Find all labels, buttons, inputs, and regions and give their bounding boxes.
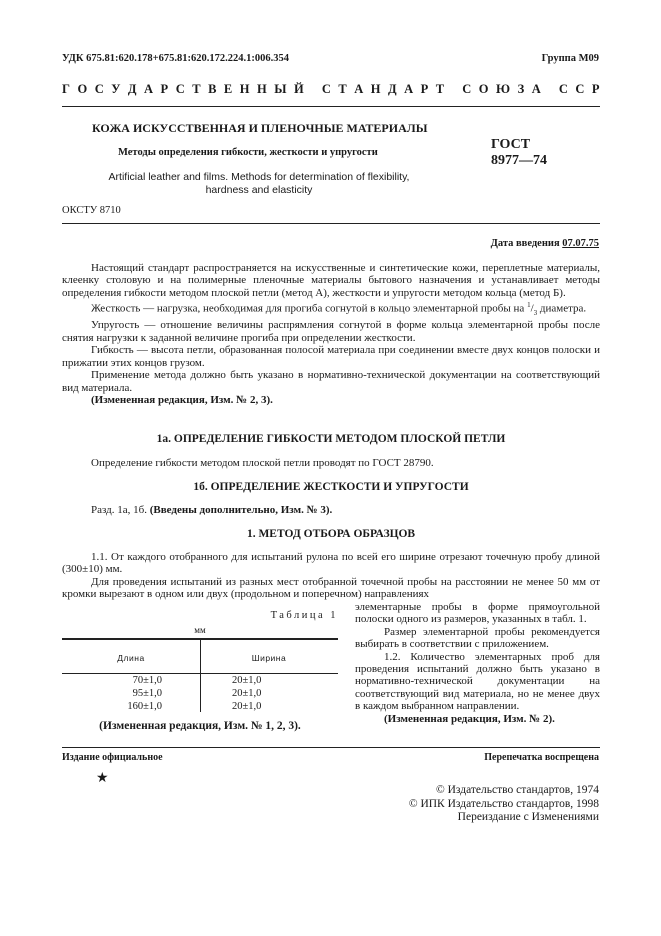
section-1b-ref: Разд. 1а, 1б.: [91, 504, 150, 516]
section-1a-title: 1а. ОПРЕДЕЛЕНИЕ ГИБКОСТИ МЕТОДОМ ПЛОСКОЙ ПЕТЛИ: [156, 433, 506, 445]
table-header-width: Ширина: [251, 653, 287, 663]
section-1a-paragraph: Определение гибкости методом плоской петли проводят по ГОСТ 28790.: [91, 457, 434, 469]
section-1-intro: [62, 551, 600, 601]
state-heading-letter: А: [531, 82, 541, 96]
state-heading-letter: А: [144, 82, 154, 96]
intro-paragraph-elasticity: Упругость — отношение величины распрямления согнутой в форме кольца элементарной пробы после снятия нагрузки к заданной величине прогиба при определении жесткости.: [62, 319, 600, 344]
hardness-text: Жесткость — нагрузка, необходимая для прогиба согнутой в кольцо элементарной пробы на: [91, 302, 528, 315]
state-heading-letter: А: [404, 82, 414, 96]
table-unit: мм: [194, 625, 206, 635]
date-label: Дата введения: [490, 238, 563, 249]
table-row-3-length: 160±1,0: [127, 701, 162, 712]
copyright-1974: © Издательство стандартов, 1974: [435, 784, 599, 796]
state-heading-letter: Д: [388, 82, 397, 96]
document-subtitle: Методы определения гибкости, жесткости и упругости: [118, 147, 378, 158]
table-header-length: Длина: [117, 653, 145, 663]
state-heading-letter: В: [208, 82, 217, 96]
section-1-title: 1. МЕТОД ОТБОРА ОБРАЗЦОВ: [246, 528, 416, 540]
okstu-rule: [62, 223, 600, 224]
state-heading-letter: Й: [294, 82, 304, 96]
state-heading-letter: Д: [127, 82, 137, 96]
state-heading-letter: Т: [192, 82, 201, 96]
footer-rule: [62, 747, 600, 748]
intro-paragraph-scope: Настоящий стандарт распространяется на искусственные и синтетические кожи, переплетные материалы, клеенку столовую и на полимерные пленочные материалы бытового назначения и устанавливает методы определения гибкости методом плоской петли (метод А), жесткости и упругости методом кольца (метод Б).: [62, 262, 600, 299]
state-heading-letter: Н: [239, 82, 250, 96]
table-row-3-width: 20±1,0: [232, 701, 262, 712]
table-1: [62, 638, 338, 714]
header-rule: [62, 106, 600, 107]
fraction-slash: /: [530, 302, 534, 315]
intro-paragraph-hardness: [62, 299, 600, 319]
clause-1-1-strip: элементарные пробы в форме прямоугольной полоски одного из размеров, указанных в табл. 1.: [355, 601, 600, 626]
table-row-1-width: 20±1,0: [232, 675, 262, 686]
section-1b-note: (Введены дополнительно, Изм. № 3).: [149, 504, 333, 516]
state-heading-letter: Р: [420, 82, 429, 96]
state-heading-letter: [548, 82, 551, 97]
table-row-2-width: 20±1,0: [232, 688, 262, 699]
section-1-right-column: [355, 601, 600, 725]
state-heading-letter: Н: [370, 82, 381, 96]
state-heading-letter: С: [462, 82, 472, 96]
table-row-1-length: 70±1,0: [132, 675, 162, 686]
clause-1-1: 1.1. От каждого отобранного для испытаний рулона по всей его ширине отрезают точечную пробу длиной (300±10) мм.: [62, 551, 600, 576]
state-heading-letter: С: [94, 82, 104, 96]
state-heading-letter: [452, 82, 455, 97]
clause-1-1-size: Размер элементарной пробы рекомендуется выбирать в соответствии с приложением.: [355, 625, 600, 651]
fraction-denominator: 3: [533, 309, 538, 318]
state-heading-letter: О: [77, 82, 88, 96]
intro-section: [62, 262, 600, 406]
table-row-2-length: 95±1,0: [132, 688, 162, 699]
gost-label: ГОСТ: [491, 137, 531, 152]
state-heading-letter: Р: [591, 82, 600, 96]
document-title: КОЖА ИСКУССТВЕННАЯ И ПЛЕНОЧНЫЕ МАТЕРИАЛЫ: [92, 121, 428, 135]
english-title: Artificial leather and films. Methods for determination of flexibility, hardness and elasticity: [108, 171, 410, 196]
state-heading-letter: Т: [435, 82, 445, 96]
state-heading-letter: Ы: [274, 82, 287, 96]
copyright-block: [409, 784, 599, 825]
introduction-date: [491, 238, 599, 249]
clause-1-1-continued: Для проведения испытаний из разных мест отобранной точечной пробы на расстоянии не менее 50 мм от кромки вырезают в одном или двух (продольном и поперечном) направлениях: [62, 575, 600, 601]
group-code: Группа М09: [541, 53, 599, 64]
state-heading-letter: Ю: [496, 82, 511, 96]
clause-1-2-amendment: (Измененная редакция, Изм. № 2).: [384, 712, 555, 725]
official-edition: Издание официальное: [62, 752, 163, 763]
state-heading-letter: Р: [160, 82, 169, 96]
hardness-text-end: диаметра.: [537, 302, 587, 315]
section-1b-title: 1б. ОПРЕДЕЛЕНИЕ ЖЕСТКОСТИ И УПРУГОСТИ: [193, 481, 469, 493]
state-heading-letter: С: [575, 82, 585, 96]
copyright-1998: © ИПК Издательство стандартов, 1998: [408, 797, 599, 810]
reissue-note: Переиздание с Изменениями: [457, 811, 599, 823]
state-heading-letter: Т: [338, 82, 347, 96]
date-value: 07.07.75: [562, 238, 599, 249]
table-label: Таблица 1: [270, 610, 338, 621]
state-heading-letter: А: [354, 82, 364, 96]
table-amendment-note: (Измененная редакция, Изм. № 1, 2, 3).: [99, 720, 301, 732]
gost-number: [491, 137, 547, 169]
state-heading-letter: О: [478, 82, 489, 96]
table-column-divider: [200, 638, 201, 712]
clause-1-2: 1.2. Количество элементарных проб для проведения испытаний должно быть указано в нормативно-технической документации на соответствующий вид материала, но не менее двух в каждом выбранном направлении.: [355, 650, 600, 713]
state-heading-letter: С: [175, 82, 185, 96]
state-heading-letter: Г: [62, 82, 70, 96]
section-1b-paragraph: [62, 504, 600, 516]
star-icon: ★: [96, 771, 109, 786]
section-1a-text: [62, 457, 600, 469]
state-standard-heading: [62, 82, 600, 97]
okstu-code: ОКСТУ 8710: [62, 205, 121, 216]
state-heading-letter: С: [558, 82, 568, 96]
udk-code: УДК 675.81:620.178+675.81:620.172.224.1:006.354: [62, 53, 289, 64]
gost-code: 8977—74: [491, 153, 547, 168]
state-heading-letter: С: [321, 82, 331, 96]
reprint-prohibited: Перепечатка воспрещена: [484, 752, 599, 763]
state-heading-letter: Е: [223, 82, 233, 96]
fraction-numerator: 1: [527, 301, 531, 310]
state-heading-letter: [311, 82, 314, 97]
intro-amendment-note: (Измененная редакция, Изм. № 2, 3).: [91, 393, 273, 406]
state-heading-letter: З: [517, 82, 525, 96]
intro-paragraph-flexibility: Гибкость — высота петли, образованная полосой материала при соединении вместе двух концов полоски и прижатии этих концов грузом.: [62, 344, 600, 369]
section-1b-text: [62, 504, 600, 516]
state-heading-letter: У: [111, 82, 121, 96]
intro-paragraph-application: Применение метода должно быть указано в нормативно-технической документации на соответствующий вид материала.: [62, 369, 600, 394]
state-heading-letter: Н: [256, 82, 267, 96]
